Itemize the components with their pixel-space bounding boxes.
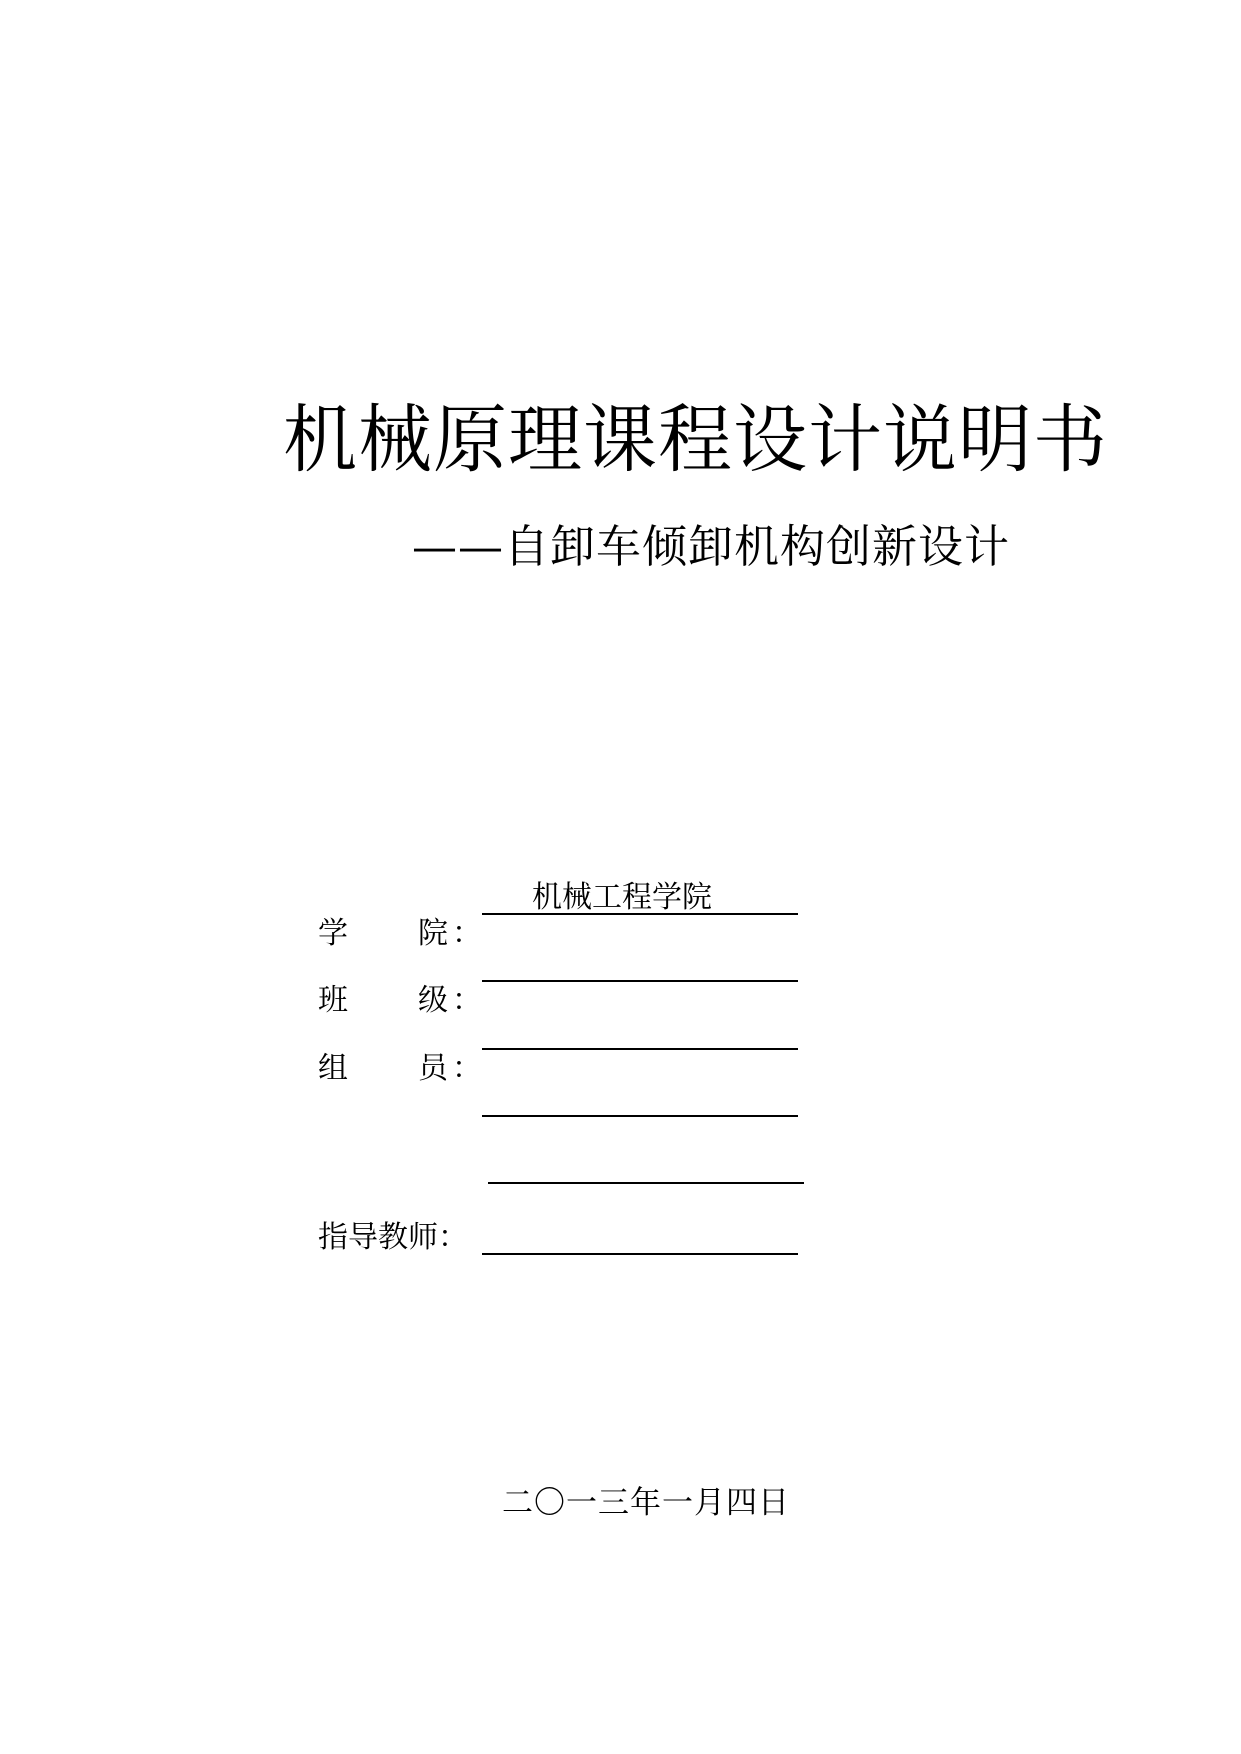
- field-college-colon: ：: [452, 916, 482, 951]
- document-date: 二〇一三年一月四日: [502, 1485, 790, 1521]
- field-advisor: [318, 1210, 818, 1260]
- field-advisor-line: [482, 1253, 798, 1255]
- field-members-line-3: [488, 1182, 804, 1184]
- field-members-label-char2: 员: [418, 1051, 448, 1086]
- field-members-line-2: [482, 1115, 798, 1117]
- field-college-label-char1: 学: [318, 916, 348, 951]
- field-members-line-1: [482, 1048, 798, 1050]
- field-class-colon: ：: [452, 983, 482, 1018]
- document-subtitle: ——自卸车倾卸机构创新设计: [412, 520, 1011, 573]
- field-members-colon: ：: [452, 1051, 482, 1086]
- field-college-label-char2: 院: [418, 916, 448, 951]
- field-college-line: [482, 913, 798, 915]
- field-members: [318, 1005, 818, 1086]
- field-class-label-char1: 班: [318, 983, 348, 1018]
- field-members-label-char1: 组: [318, 1051, 348, 1086]
- field-college-value: 机械工程学院: [532, 880, 712, 915]
- field-college: [318, 870, 818, 951]
- document-title: 机械原理课程设计说明书: [283, 397, 1108, 483]
- field-advisor-label: 指导教师：: [318, 1220, 468, 1255]
- field-class-line: [482, 980, 798, 982]
- field-class: [318, 937, 818, 1018]
- field-class-label-char2: 级: [418, 983, 448, 1018]
